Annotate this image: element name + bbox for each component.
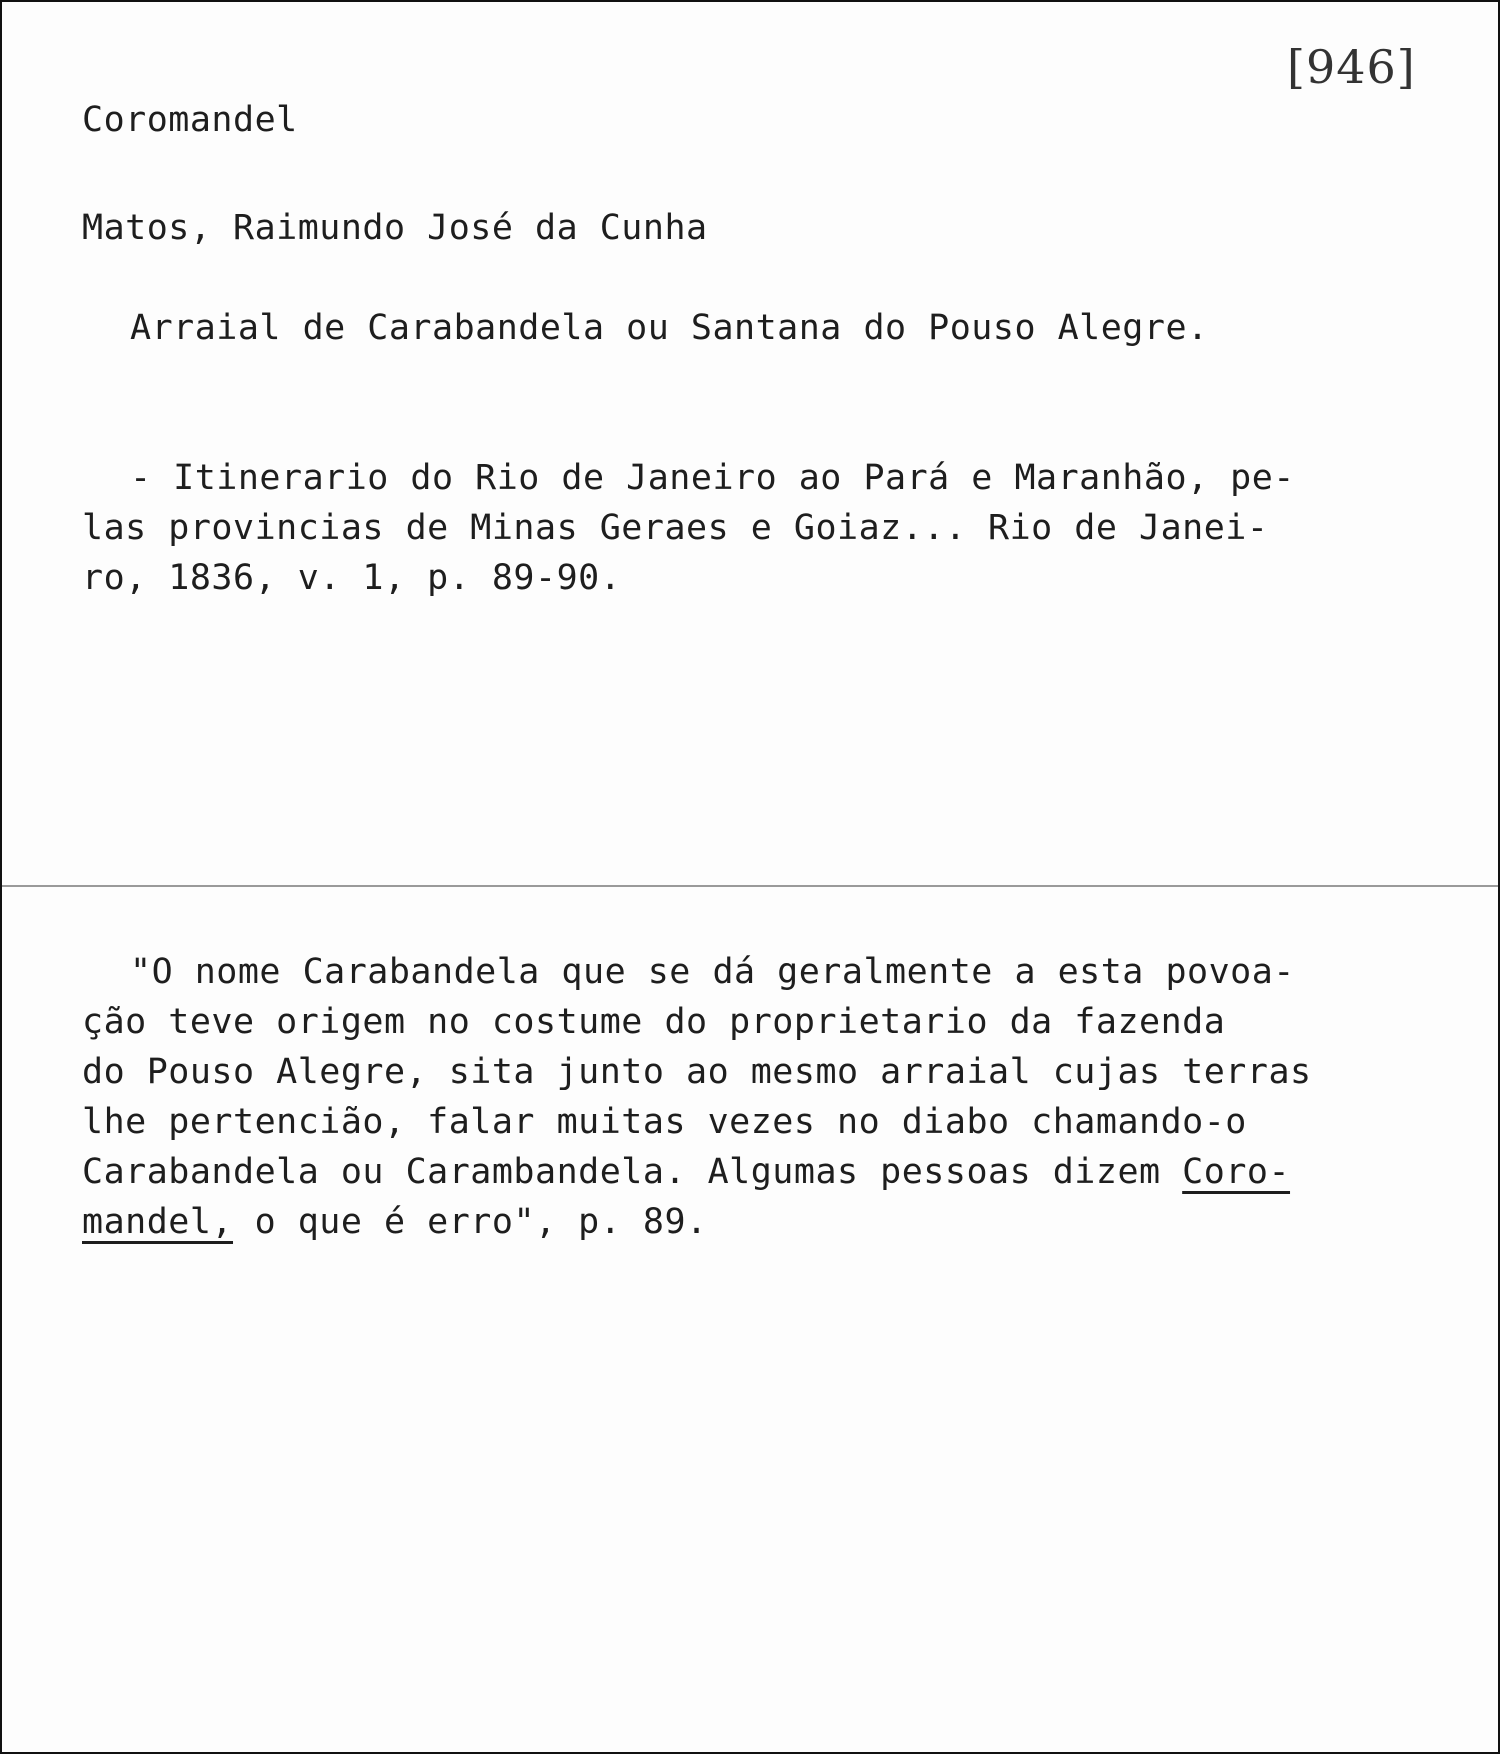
quote-line-3: do Pouso Alegre, sita junto ao mesmo arraial cujas terras: [82, 1052, 1312, 1092]
quote-underlined-word: Coro-: [1182, 1152, 1291, 1192]
quote-underlined-word-2: mandel,: [82, 1202, 234, 1242]
quote-line-5: [82, 1152, 1290, 1192]
card-heading: Coromandel: [82, 100, 298, 140]
author-line: Matos, Raimundo José da Cunha: [82, 208, 708, 248]
quote-line-2: ção teve origem no costume do proprietario da fazenda: [82, 1002, 1226, 1042]
quote-line-6: [82, 1202, 708, 1242]
catalog-number: [946]: [1287, 40, 1416, 94]
subject-line: Arraial de Carabandela ou Santana do Pouso Alegre.: [130, 308, 1209, 348]
quote-line-6-text: o que é erro", p. 89.: [233, 1202, 708, 1242]
citation-line-2: las provincias de Minas Geraes e Goiaz... Rio de Janei-: [82, 508, 1269, 548]
citation-line-3: ro, 1836, v. 1, p. 89-90.: [82, 558, 622, 598]
quote-line-4: lhe pertencião, falar muitas vezes no diabo chamando-o: [82, 1102, 1247, 1142]
quote-line-1: "O nome Carabandela que se dá geralmente a esta povoa-: [130, 952, 1295, 992]
card-fold-line: [2, 885, 1498, 887]
citation-line-1: - Itinerario do Rio de Janeiro ao Pará e Maranhão, pe-: [130, 458, 1295, 498]
quote-line-5-text: Carabandela ou Carambandela. Algumas pessoas dizem: [82, 1152, 1183, 1192]
